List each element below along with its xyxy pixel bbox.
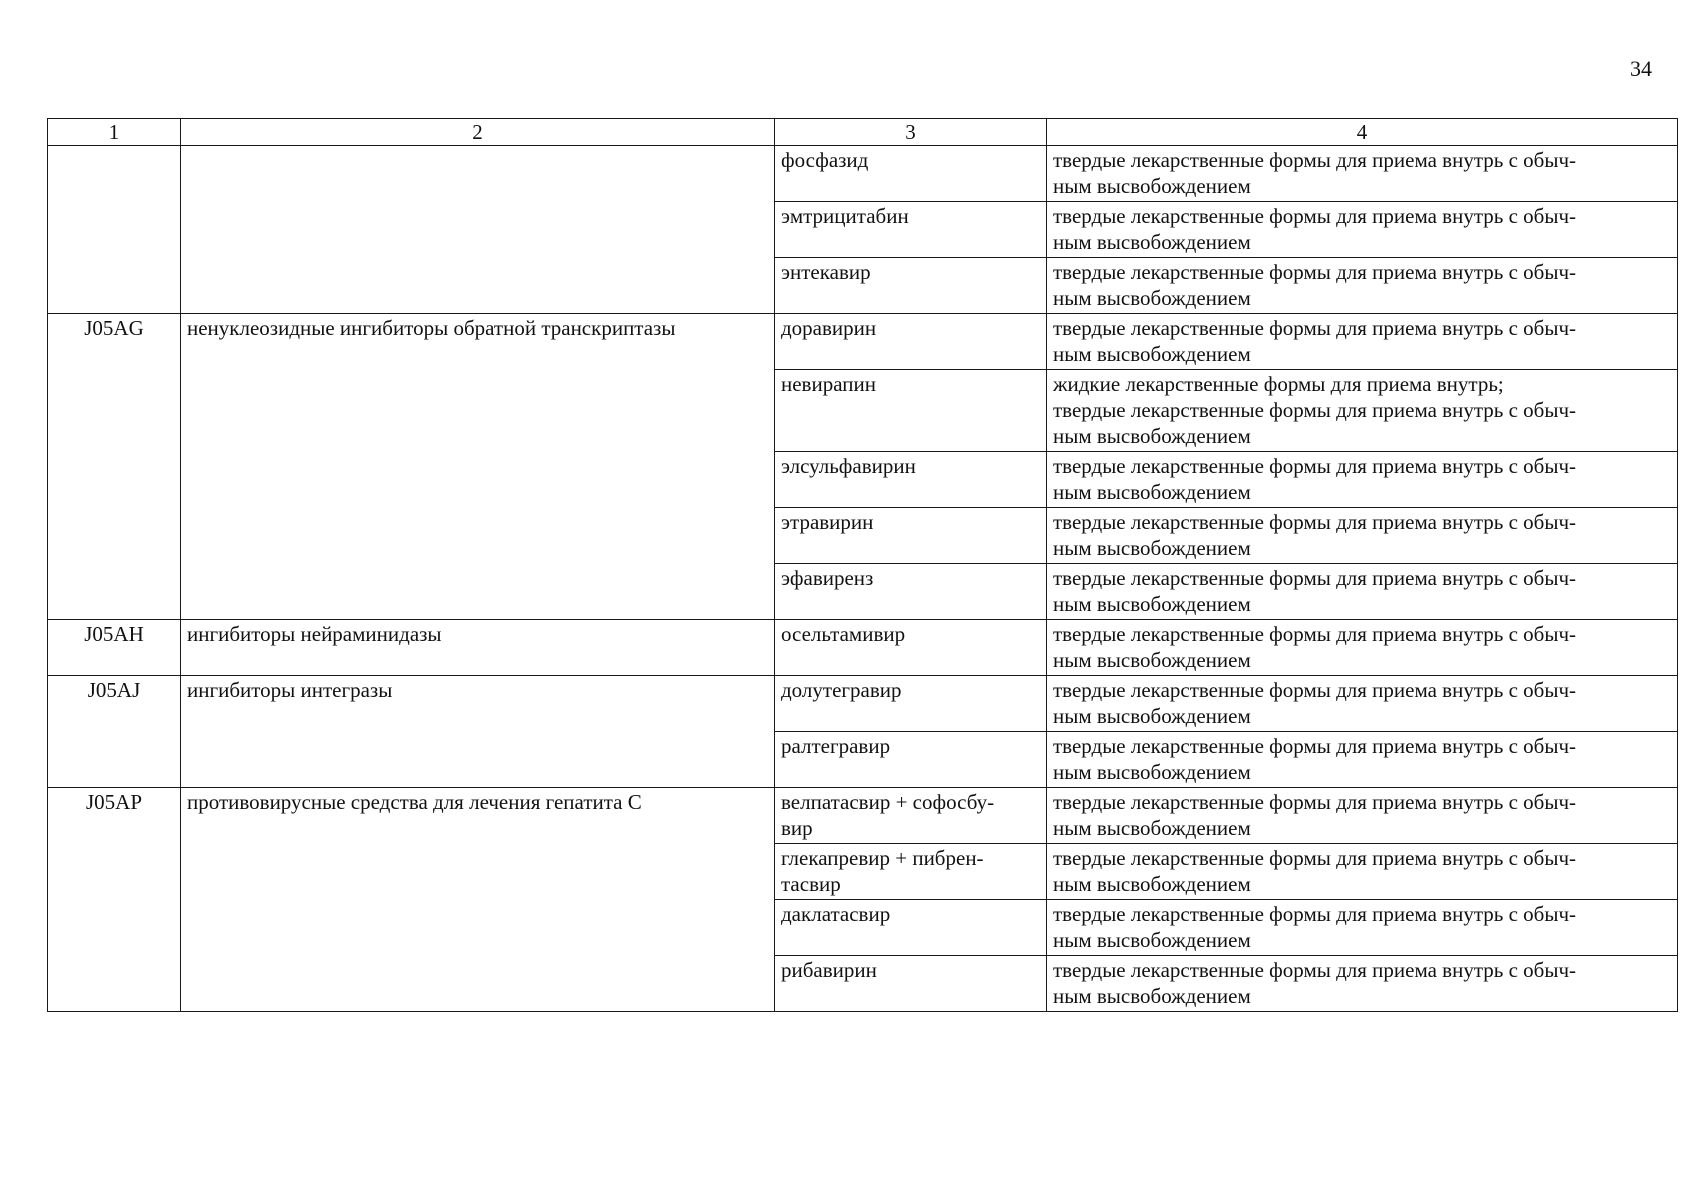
table-header [48,119,1678,146]
dosage-form-cell [1047,370,1678,452]
atc-code-cell: J05AJ [48,676,181,788]
drug-name-cell: эфавиренз [775,564,1047,620]
table-body [48,146,1678,1012]
drug-table [47,118,1678,1012]
dosage-form-cell [1047,146,1678,202]
dosage-form-cell [1047,508,1678,564]
drug-name-cell: фосфазид [775,146,1047,202]
dosage-form-line: твердые лекарственные формы для приема внутрь с обыч- [1053,958,1577,982]
dosage-form-line: твердые лекарственные формы для приема внутрь с обыч- [1053,510,1577,534]
drug-name-cell: невирапин [775,370,1047,452]
drug-name-cell: велпатасвир + софосбу- вир [775,788,1047,844]
dosage-form-cell [1047,956,1678,1012]
atc-code-cell [48,146,181,314]
dosage-form-cell [1047,900,1678,956]
dosage-form-line: твердые лекарственные формы для приема внутрь с обыч- [1053,790,1577,814]
header-row [48,119,1678,146]
pharmacological-group-cell: ингибиторы интегразы [181,676,775,788]
dosage-form-line: твердые лекарственные формы для приема внутрь с обыч- [1053,454,1577,478]
dosage-form-cell [1047,314,1678,370]
drug-name-cell: глекапревир + пибрен- тасвир [775,844,1047,900]
dosage-form-line: ным высвобождением [1053,592,1251,616]
drug-name-cell: эмтрицитабин [775,202,1047,258]
header-col-2: 2 [181,119,775,146]
dosage-form-line: твердые лекарственные формы для приема внутрь с обыч- [1053,398,1577,422]
dosage-form-line: твердые лекарственные формы для приема внутрь с обыч- [1053,566,1577,590]
atc-code-cell: J05AP [48,788,181,1012]
dosage-form-line: твердые лекарственные формы для приема внутрь с обыч- [1053,678,1577,702]
pharmacological-group-cell: ненуклеозидные ингибиторы обратной транскриптазы [181,314,775,620]
dosage-form-cell [1047,788,1678,844]
dosage-form-cell [1047,258,1678,314]
drug-name-cell: энтекавир [775,258,1047,314]
header-col-4: 4 [1047,119,1678,146]
dosage-form-line: ным высвобождением [1053,928,1251,952]
dosage-form-cell [1047,564,1678,620]
table-row [48,788,1678,844]
pharmacological-group-cell: противовирусные средства для лечения гепатита С [181,788,775,1012]
dosage-form-line: твердые лекарственные формы для приема внутрь с обыч- [1053,902,1577,926]
header-col-1: 1 [48,119,181,146]
dosage-form-cell [1047,202,1678,258]
dosage-form-line: ным высвобождением [1053,424,1251,448]
dosage-form-line: ным высвобождением [1053,286,1251,310]
dosage-form-line: ным высвобождением [1053,816,1251,840]
dosage-form-line: твердые лекарственные формы для приема внутрь с обыч- [1053,204,1577,228]
dosage-form-cell [1047,844,1678,900]
drug-name-cell: рибавирин [775,956,1047,1012]
dosage-form-cell [1047,620,1678,676]
dosage-form-line: твердые лекарственные формы для приема внутрь с обыч- [1053,622,1577,646]
dosage-form-line: твердые лекарственные формы для приема внутрь с обыч- [1053,734,1577,758]
table-row [48,620,1678,676]
dosage-form-line: твердые лекарственные формы для приема внутрь с обыч- [1053,148,1577,172]
dosage-form-line: ным высвобождением [1053,984,1251,1008]
dosage-form-line: жидкие лекарственные формы для приема внутрь; [1053,372,1504,396]
dosage-form-line: ным высвобождением [1053,760,1251,784]
pharmacological-group-cell: ингибиторы нейраминидазы [181,620,775,676]
drug-name-cell: доравирин [775,314,1047,370]
table-row [48,676,1678,732]
dosage-form-cell [1047,452,1678,508]
dosage-form-line: ным высвобождением [1053,704,1251,728]
header-col-3: 3 [775,119,1047,146]
table-row [48,314,1678,370]
dosage-form-line: ным высвобождением [1053,536,1251,560]
dosage-form-line: ным высвобождением [1053,872,1251,896]
atc-code-cell: J05AH [48,620,181,676]
dosage-form-line: ным высвобождением [1053,480,1251,504]
dosage-form-line: ным высвобождением [1053,174,1251,198]
dosage-form-line: ным высвобождением [1053,230,1251,254]
pharmacological-group-cell [181,146,775,314]
drug-name-cell: этравирин [775,508,1047,564]
page-number: 34 [1630,56,1652,81]
table-row [48,146,1678,202]
dosage-form-line: ным высвобождением [1053,342,1251,366]
drug-name-cell: элсульфавирин [775,452,1047,508]
dosage-form-line: твердые лекарственные формы для приема внутрь с обыч- [1053,260,1577,284]
drug-name-cell: даклатасвир [775,900,1047,956]
dosage-form-cell [1047,732,1678,788]
dosage-form-line: твердые лекарственные формы для приема внутрь с обыч- [1053,316,1577,340]
drug-name-cell: осельтамивир [775,620,1047,676]
drug-name-cell: долутегравир [775,676,1047,732]
dosage-form-line: твердые лекарственные формы для приема внутрь с обыч- [1053,846,1577,870]
atc-code-cell: J05AG [48,314,181,620]
dosage-form-cell [1047,676,1678,732]
drug-name-cell: ралтегравир [775,732,1047,788]
dosage-form-line: ным высвобождением [1053,648,1251,672]
